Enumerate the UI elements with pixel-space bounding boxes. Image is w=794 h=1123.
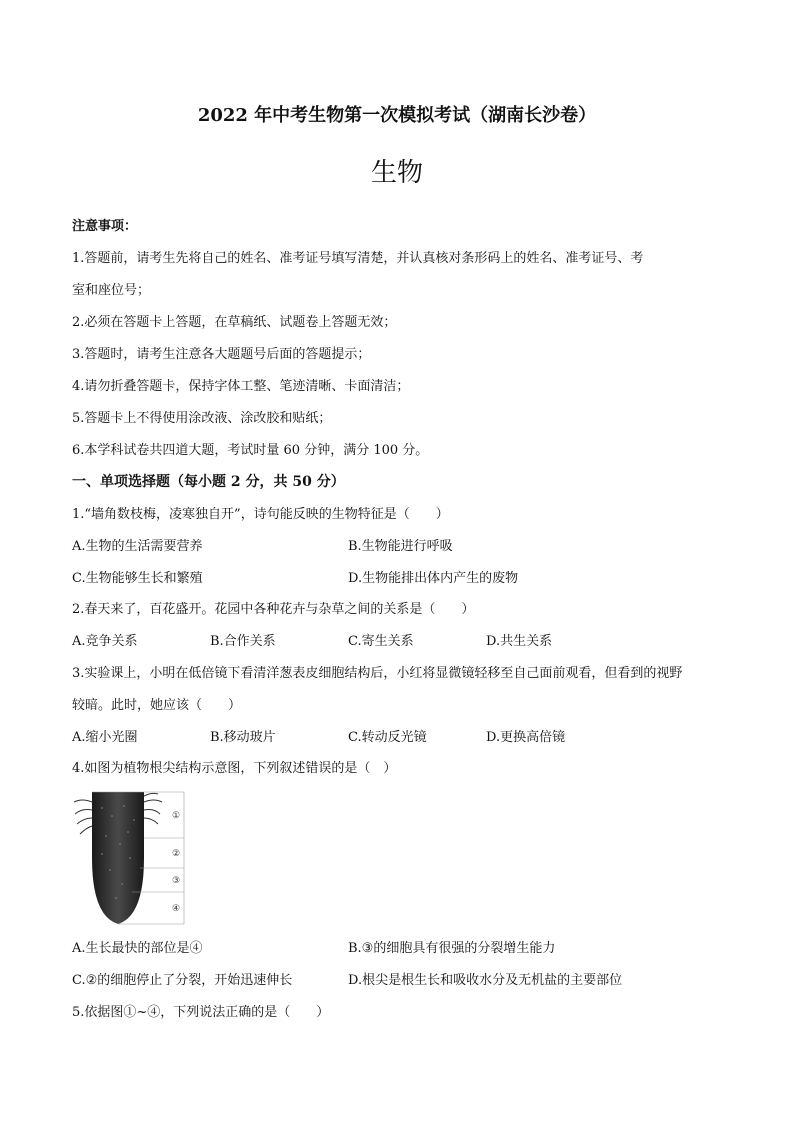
question-5-stem: 5.依据图①~④，下列说法正确的是（ ） (72, 1005, 330, 1020)
question-3-stem-line-2: 较暗。此时，她应该（ ） (72, 698, 242, 713)
zone-label-3: ③ (171, 876, 181, 886)
question-3-option-c: C.转动反光镜 (348, 730, 427, 745)
root-body (92, 792, 144, 924)
note-item: 室和座位号； (72, 283, 151, 298)
question-1-option-c: C.生物能够生长和繁殖 (72, 571, 203, 586)
notes-heading: 注意事项： (72, 219, 138, 234)
zone-label-1: ① (171, 811, 181, 821)
question-4-option-c: C.②的细胞停止了分裂，开始迅速伸长 (72, 973, 293, 988)
subject-title: 生物 (370, 158, 423, 188)
question-2-option-d: D.共生关系 (486, 634, 553, 649)
question-1-option-a: A.生物的生活需要营养 (72, 539, 203, 554)
question-2-stem: 2.春天来了，百花盛开。花园中各种花卉与杂草之间的关系是（ ） (72, 602, 475, 617)
question-3-stem-line-1: 3.实验课上，小明在低倍镜下看清洋葱表皮细胞结构后，小红将显微镜轻移至自己面前观看，但看到的视野 (72, 666, 683, 681)
note-item: 4.请勿折叠答题卡，保持字体工整、笔迹清晰、卡面清洁； (72, 379, 410, 394)
question-4-option-a: A.生长最快的部位是④ (72, 941, 203, 956)
question-1-stem: 1.“墙角数枝梅，凌寒独自开”，诗句能反映的生物特征是（ ） (72, 507, 449, 522)
note-item: 6.本学科试卷共四道大题，考试时量 60 分钟，满分 100 分。 (72, 443, 429, 458)
root-tip-figure (72, 788, 192, 930)
note-item: 1.答题前，请考生先将自己的姓名、准考证号填写清楚，并认真核对条形码上的姓名、准考证号、考 (72, 251, 644, 266)
question-3-option-b: B.移动玻片 (210, 730, 276, 745)
note-item: 2.必须在答题卡上答题，在草稿纸、试题卷上答题无效； (72, 315, 397, 330)
question-2-option-b: B.合作关系 (210, 634, 276, 649)
note-item: 3.答题时，请考生注意各大题题号后面的答题提示； (72, 347, 371, 362)
question-3-option-d: D.更换高倍镜 (486, 730, 566, 745)
question-1-option-d: D.生物能排出体内产生的废物 (348, 571, 519, 586)
question-4-stem: 4.如图为植物根尖结构示意图，下列叙述错误的是（ ） (72, 761, 397, 776)
question-2-option-a: A.竞争关系 (72, 634, 138, 649)
question-2-option-c: C.寄生关系 (348, 634, 414, 649)
zone-label-4: ④ (171, 904, 181, 914)
question-4-option-b: B.③的细胞具有很强的分裂增生能力 (348, 941, 556, 956)
note-item: 5.答题卡上不得使用涂改液、涂改胶和贴纸； (72, 411, 332, 426)
question-3-option-a: A.缩小光圈 (72, 730, 138, 745)
exam-title: 2022 年中考生物第一次模拟考试（湖南长沙卷） (197, 105, 597, 126)
question-4-option-d: D.根尖是根生长和吸收水分及无机盐的主要部位 (348, 973, 623, 988)
zone-label-2: ② (171, 849, 181, 859)
question-1-option-b: B.生物能进行呼吸 (348, 539, 453, 554)
section-heading: 一、单项选择题（每小题 2 分，共 50 分） (72, 474, 345, 490)
